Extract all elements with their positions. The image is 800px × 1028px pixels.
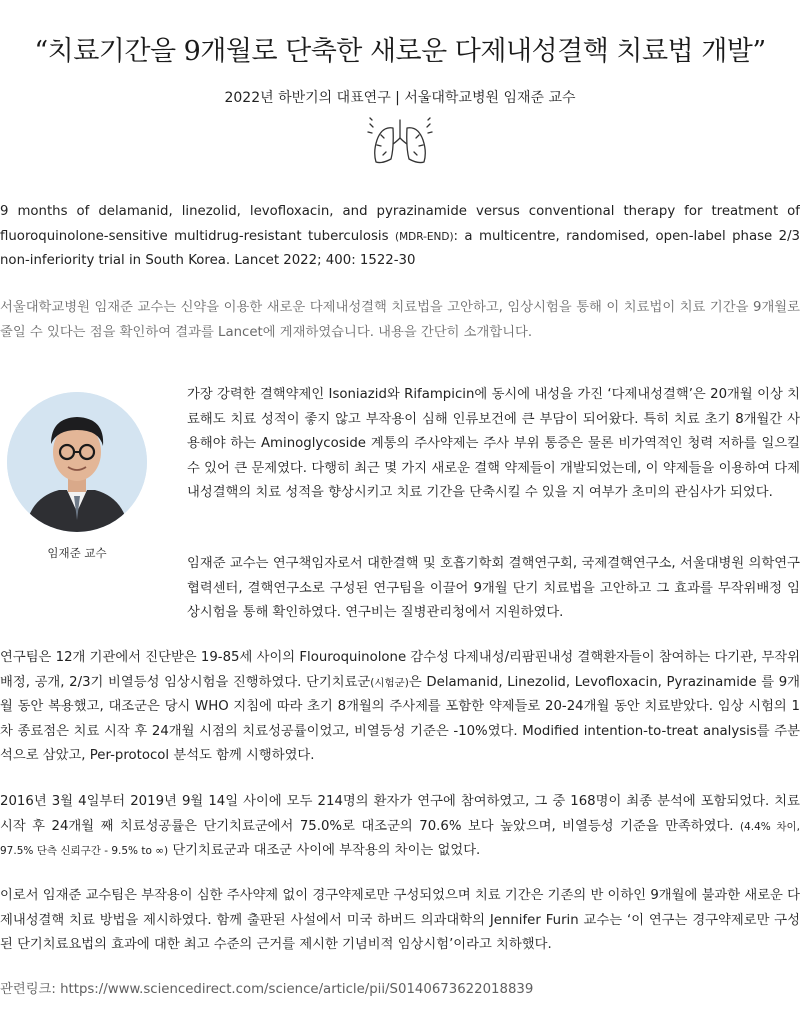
portrait-photo <box>7 392 147 532</box>
page-subtitle: 2022년 하반기의 대표연구 | 서울대학교병원 임재준 교수 <box>224 90 576 106</box>
paragraph-background: 가장 강력한 결핵약제인 Isoniazid와 Rifampicin에 동시에 내성을 가진 ‘다제내성결핵’은 20개월 이상 치료해도 치료 성적이 좋지 않고 부작용이 심해 인류보건에 큰 부담이 되어왔다. 특히 치료 초기 8개월간 사용해야 하는 Aminoglycoside 계통의 주사약제는 주사 부위 통증은 물론 비가역적인 청력 저하를 일으킬 수 있어 큰 문제였다. 다행히 최근 몇 가지 새로운 결핵 약제들이 개발되었는데, 이 약제들을 이용하여 다제내성결핵의 치료 성적을 향상시키고 치료 기간을 단축시킬 수 있을 지 여부가 초미의 관심사가 되었다. <box>187 387 800 500</box>
methods-text-end: 은 Delamanid, Linezolid, Levofloxacin, Pyrazinamide 를 9개월 동안 복용했고, 대조군은 당시 WHO 지침에 따라 초기 8개월의 주사제를 포함한 약제들로 20-24개월 동안 치료받았다. 임상 시험의 1차 종료점은 치료 시작 후 24개월 시점의 치료성공률이었고, 비열등성 기준은 -10%였다. Modified intention-to-treat analysis를 주분석으로 삼았고, Per-protocol 분석도 함께 시행하였다. <box>0 674 800 763</box>
paragraph-conclusion: 이로서 임재준 교수팀은 부작용이 심한 주사약제 없이 경구약제로만 구성되었으며 치료 기간은 기존의 반 이하인 9개월에 불과한 새로운 다제내성결핵 치료 방법을 제시하였다. 함께 출판된 사설에서 미국 하버드 의과대학의 Jennifer Furin 교수는 ‘이 연구는 경구약제로만 구성된 단기치료요법의 효과에 대한 최고 수준의 근거를 제시한 기념비적 임상시험’이라고 치하했다. <box>0 888 800 952</box>
paragraph-research-team: 임재준 교수는 연구책임자로서 대한결핵 및 호흡기학회 결핵연구회, 국제결핵연구소, 서울대병원 의학연구협력센터, 결핵연구소로 구성된 연구팀을 이끌어 9개월 단기 치료법을 고안하고 그 효과를 무작위배정 임상시험을 통해 확인하였다. 연구비는 질병관리청에서 지원하였다. <box>187 556 800 620</box>
results-note: (4.4% 차이, 97.5% 단측 신뢰구간 - 9.5% to ∞) <box>0 820 800 857</box>
methods-note: (시험군) <box>370 676 409 689</box>
results-text-end: 단기치료군과 대조군 사이에 부작용의 차이는 없었다. <box>168 843 481 858</box>
lungs-icon <box>360 116 440 172</box>
related-link[interactable]: 관련링크: https://www.sciencedirect.com/science/article/pii/S0140673622018839 <box>0 982 534 997</box>
portrait-caption: 임재준 교수 <box>47 546 107 560</box>
intro-summary: 서울대학교병원 임재준 교수는 신약을 이용한 새로운 다제내성결핵 치료법을 고안하고, 임상시험을 통해 이 치료법이 치료 기간을 9개월로 줄일 수 있다는 점을 확인하여 결과를 Lancet에 게재하였습니다. 내용을 간단히 소개합니다. <box>0 300 800 340</box>
methods-text: 연구팀은 12개 기관에서 진단받은 19-85세 사이의 Flouroquinolone 감수성 다제내성/리팜핀내성 결핵환자들이 참여하는 다기관, 무작위배정, 공개, 2/3기 비열등성 임상시험을 진행하였다. 단기치료군 <box>0 650 800 690</box>
paragraph-results <box>0 790 800 864</box>
page-title: “치료기간을 9개월로 단축한 새로운 다제내성결핵 치료법 개발” <box>34 36 766 67</box>
citation-text-end: : a multicentre, randomised, open-label phase 2/3 non-inferiority trial in South Korea. Lancet 2022; 400: 1522-30 <box>0 228 800 268</box>
citation-abbr: (MDR-END) <box>394 230 454 243</box>
paragraph-methods <box>0 646 800 769</box>
citation <box>0 200 800 274</box>
citation-text: 9 months of delamanid, linezolid, levofloxacin, and pyrazinamide versus conventional therapy for treatment of fluoroquinolone-sensitive multidrug-resistant tuberculosis <box>0 204 800 244</box>
results-text: 2016년 3월 4일부터 2019년 9월 14일 사이에 모두 214명의 환자가 연구에 참여하였고, 그 중 168명이 최종 분석에 포함되었다. 치료 시작 후 24개월 째 치료성공률은 단기치료군에서 75.0%로 대조군의 70.6% 보다 높았으며, 비열등성 기준을 만족하였다. <box>0 794 800 834</box>
